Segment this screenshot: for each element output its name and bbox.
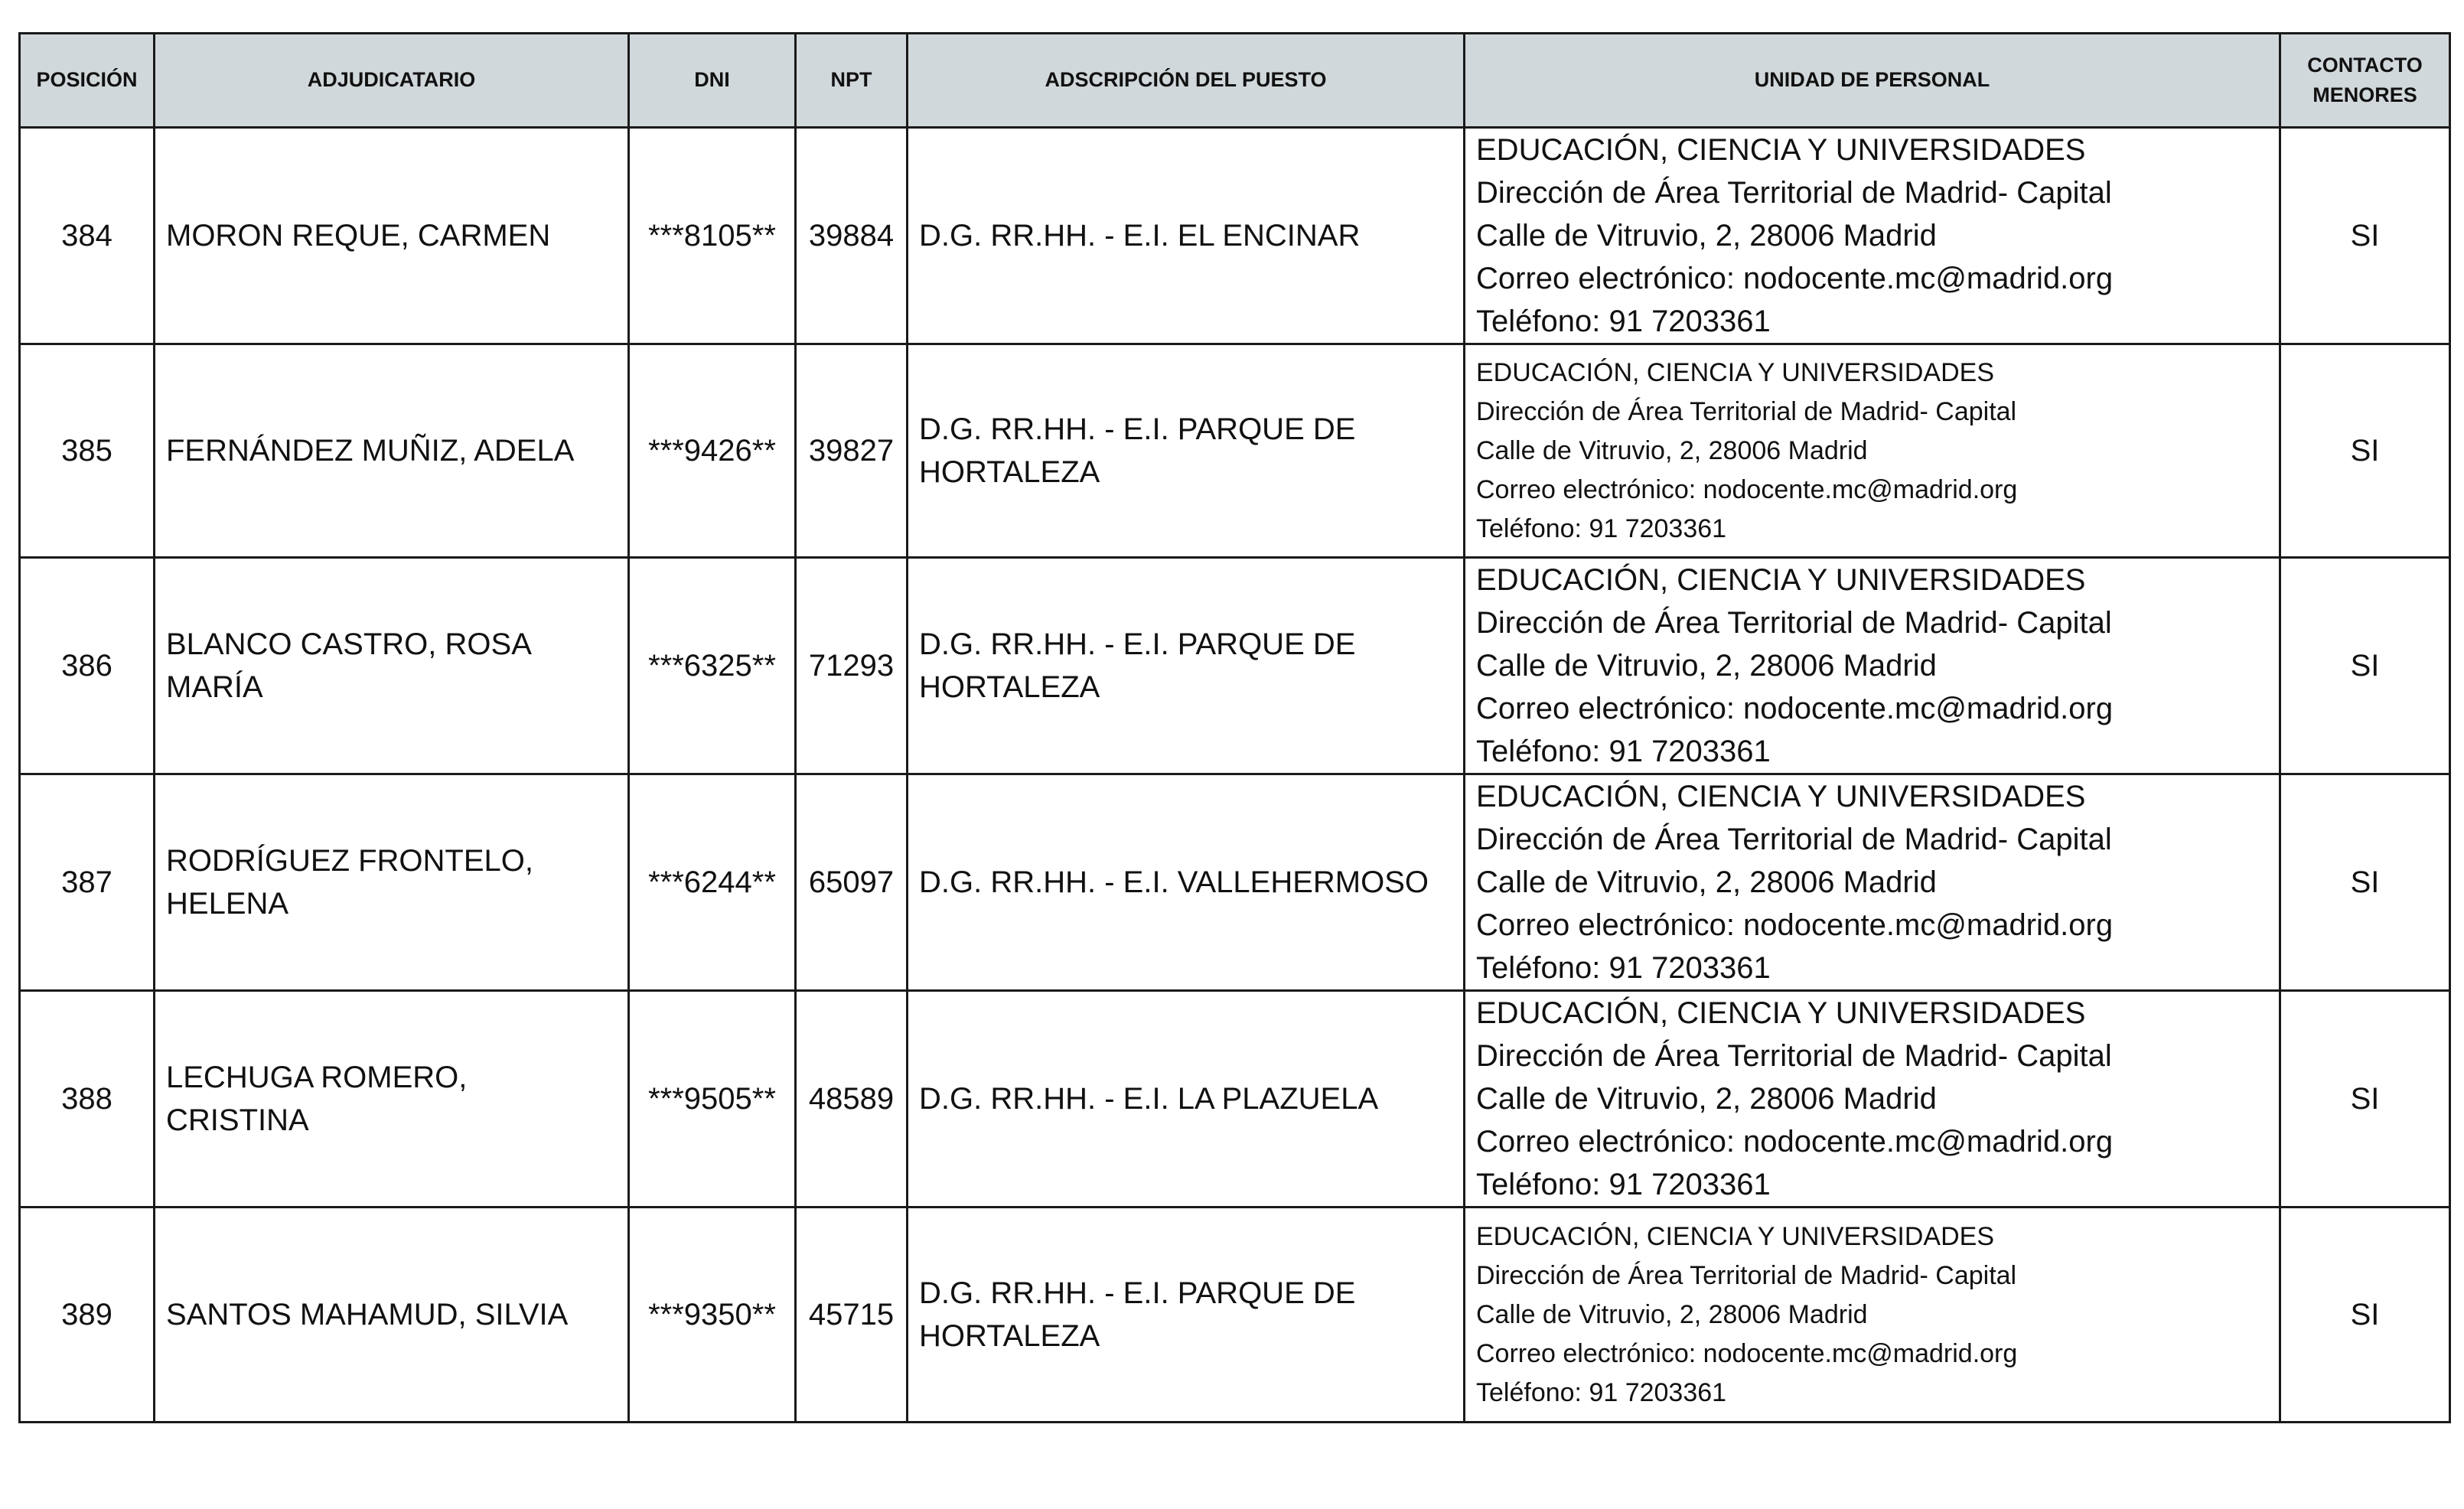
table-row (20, 1208, 2450, 1423)
unit-line: Teléfono: 91 7203361 (1476, 513, 1727, 543)
cell-awardee: RODRÍGUEZ FRONTELO, HELENA (155, 774, 629, 991)
cell-dni: ***6244** (629, 774, 796, 991)
unit-line: Teléfono: 91 7203361 (1476, 1377, 1727, 1407)
cell-post: D.G. RR.HH. - E.I. LA PLAZUELA (908, 991, 1465, 1208)
header-awardee: ADJUDICATARIO (155, 34, 629, 128)
cell-unit (1465, 774, 2280, 991)
unit-line: EDUCACIÓN, CIENCIA Y UNIVERSIDADES (1476, 357, 1995, 387)
unit-line: Calle de Vitruvio, 2, 28006 Madrid (1476, 649, 1937, 683)
unit-line: Teléfono: 91 7203361 (1476, 305, 1771, 338)
cell-npt: 45715 (796, 1208, 908, 1423)
unit-line: Calle de Vitruvio, 2, 28006 Madrid (1476, 1082, 1937, 1116)
assignment-table (18, 32, 2451, 1423)
cell-unit (1465, 991, 2280, 1208)
unit-line: Correo electrónico: nodocente.mc@madrid.org (1476, 1125, 2114, 1159)
cell-unit (1465, 344, 2280, 558)
cell-position: 386 (20, 558, 155, 774)
cell-contact: SI (2280, 128, 2450, 344)
unit-line: Calle de Vitruvio, 2, 28006 Madrid (1476, 1299, 1868, 1329)
cell-npt: 65097 (796, 774, 908, 991)
unit-line: EDUCACIÓN, CIENCIA Y UNIVERSIDADES (1476, 1221, 1995, 1251)
unit-line: Calle de Vitruvio, 2, 28006 Madrid (1476, 219, 1937, 253)
unit-line: Correo electrónico: nodocente.mc@madrid.org (1476, 908, 2114, 942)
cell-npt: 39884 (796, 128, 908, 344)
cell-npt: 48589 (796, 991, 908, 1208)
unit-line: Teléfono: 91 7203361 (1476, 951, 1771, 985)
unit-line: EDUCACIÓN, CIENCIA Y UNIVERSIDADES (1476, 996, 2086, 1030)
cell-dni: ***8105** (629, 128, 796, 344)
unit-line: Dirección de Área Territorial de Madrid- Capital (1476, 1260, 2017, 1290)
header-contact-line2: MENORES (2312, 83, 2417, 106)
table-row (20, 558, 2450, 774)
unit-line: Correo electrónico: nodocente.mc@madrid.org (1476, 474, 2018, 504)
unit-line: Dirección de Área Territorial de Madrid- Capital (1476, 176, 2112, 210)
header-position: POSICIÓN (20, 34, 155, 128)
unit-line: Correo electrónico: nodocente.mc@madrid.org (1476, 262, 2114, 295)
cell-position: 388 (20, 991, 155, 1208)
header-dni: DNI (629, 34, 796, 128)
table-row (20, 991, 2450, 1208)
cell-contact: SI (2280, 774, 2450, 991)
cell-awardee: LECHUGA ROMERO, CRISTINA (155, 991, 629, 1208)
unit-line: Dirección de Área Territorial de Madrid- Capital (1476, 1039, 2112, 1073)
header-row (20, 34, 2450, 128)
cell-post: D.G. RR.HH. - E.I. PARQUE DE HORTALEZA (908, 1208, 1465, 1423)
header-post: ADSCRIPCIÓN DEL PUESTO (908, 34, 1465, 128)
cell-unit (1465, 558, 2280, 774)
cell-dni: ***6325** (629, 558, 796, 774)
cell-npt: 71293 (796, 558, 908, 774)
cell-awardee: FERNÁNDEZ MUÑIZ, ADELA (155, 344, 629, 558)
cell-position: 385 (20, 344, 155, 558)
cell-unit (1465, 128, 2280, 344)
cell-position: 387 (20, 774, 155, 991)
table-row (20, 774, 2450, 991)
unit-line: Calle de Vitruvio, 2, 28006 Madrid (1476, 435, 1868, 465)
unit-line: Calle de Vitruvio, 2, 28006 Madrid (1476, 865, 1937, 899)
header-contact-line1: CONTACTO (2307, 53, 2423, 77)
cell-awardee: SANTOS MAHAMUD, SILVIA (155, 1208, 629, 1423)
cell-awardee: BLANCO CASTRO, ROSA MARÍA (155, 558, 629, 774)
unit-line: Correo electrónico: nodocente.mc@madrid.org (1476, 1338, 2018, 1368)
cell-unit (1465, 1208, 2280, 1423)
table-header (20, 34, 2450, 128)
cell-position: 384 (20, 128, 155, 344)
table-row (20, 128, 2450, 344)
cell-post: D.G. RR.HH. - E.I. VALLEHERMOSO (908, 774, 1465, 991)
cell-post: D.G. RR.HH. - E.I. PARQUE DE HORTALEZA (908, 558, 1465, 774)
cell-contact: SI (2280, 558, 2450, 774)
cell-contact: SI (2280, 344, 2450, 558)
unit-line: Dirección de Área Territorial de Madrid- Capital (1476, 396, 2017, 426)
table-row (20, 344, 2450, 558)
cell-dni: ***9426** (629, 344, 796, 558)
cell-dni: ***9505** (629, 991, 796, 1208)
unit-line: Correo electrónico: nodocente.mc@madrid.org (1476, 692, 2114, 725)
cell-post: D.G. RR.HH. - E.I. EL ENCINAR (908, 128, 1465, 344)
unit-line: Teléfono: 91 7203361 (1476, 735, 1771, 768)
cell-dni: ***9350** (629, 1208, 796, 1423)
header-unit: UNIDAD DE PERSONAL (1465, 34, 2280, 128)
unit-line: EDUCACIÓN, CIENCIA Y UNIVERSIDADES (1476, 563, 2086, 597)
header-contact (2280, 34, 2450, 128)
unit-line: Dirección de Área Territorial de Madrid- Capital (1476, 823, 2112, 856)
table-body (20, 128, 2450, 1423)
cell-awardee: MORON REQUE, CARMEN (155, 128, 629, 344)
unit-line: EDUCACIÓN, CIENCIA Y UNIVERSIDADES (1476, 133, 2086, 167)
cell-post: D.G. RR.HH. - E.I. PARQUE DE HORTALEZA (908, 344, 1465, 558)
cell-npt: 39827 (796, 344, 908, 558)
cell-contact: SI (2280, 1208, 2450, 1423)
cell-contact: SI (2280, 991, 2450, 1208)
header-npt: NPT (796, 34, 908, 128)
unit-line: Dirección de Área Territorial de Madrid- Capital (1476, 606, 2112, 640)
cell-position: 389 (20, 1208, 155, 1423)
unit-line: EDUCACIÓN, CIENCIA Y UNIVERSIDADES (1476, 780, 2086, 813)
unit-line: Teléfono: 91 7203361 (1476, 1168, 1771, 1201)
